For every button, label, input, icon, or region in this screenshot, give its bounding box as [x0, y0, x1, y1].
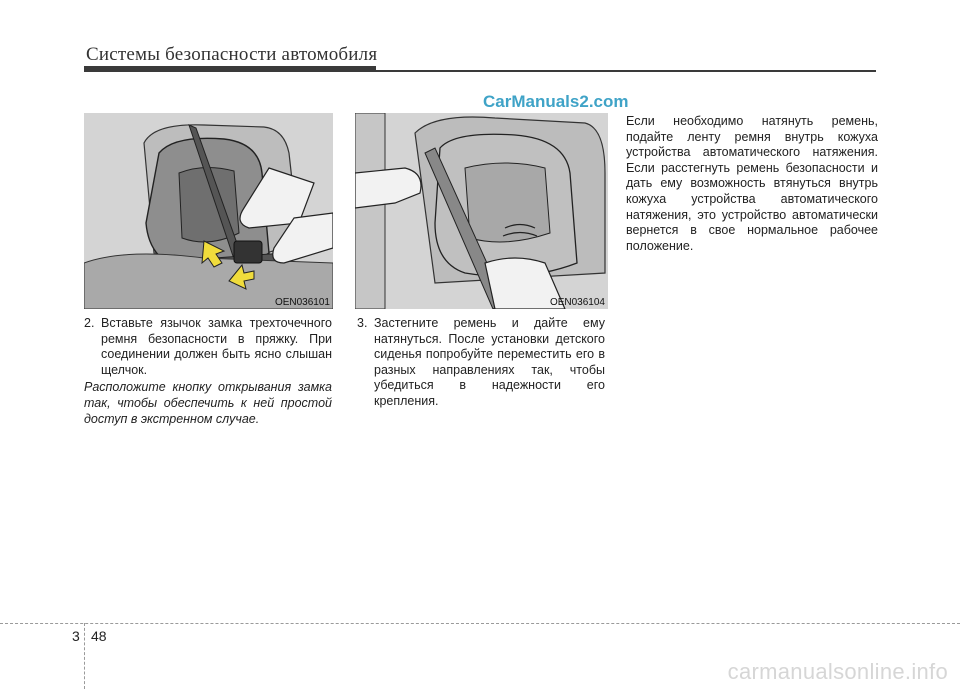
belt-tighten-illustration: [355, 113, 608, 309]
instruction-step-2: [84, 316, 332, 427]
figure-belt-tighten: [355, 113, 608, 309]
header-rule-thin: [84, 70, 876, 72]
header-title: Системы безопасности автомобиля: [86, 44, 378, 65]
step-text: Застегните ремень и дайте ему натянуться. После установки детского сиденья попробуйте переместить его в разных направлениях так, чтобы убедиться в надежности его крепления.: [374, 316, 605, 408]
step-number: 2.: [84, 316, 95, 330]
step-2-note: Расположите кнопку открывания замка так, чтобы обеспечить к ней простой доступ в экстренном случае.: [84, 380, 332, 426]
figure-buckle-insert: [84, 113, 333, 309]
step-3-item: [357, 316, 605, 410]
footer-vertical-divider: [84, 623, 85, 689]
instruction-step-3: [357, 316, 605, 410]
page-number: 48: [91, 628, 107, 644]
child-seat-buckle-illustration: [84, 113, 333, 309]
watermark-top[interactable]: CarManuals2.com: [483, 92, 629, 111]
figure-code: OEN036101: [274, 297, 330, 308]
footer-divider: [0, 623, 960, 624]
chapter-number: 3: [72, 628, 80, 644]
retractor-paragraph: Если необходимо натянуть ремень, подайте ленту ремня внутрь кожуха устройства автоматического натяжения. Если расстегнуть ремень безопасности и дать ему возможность втянуться внутрь кожуха устройства автоматического натяжения, это устройство автоматически вернется в свое нормальное рабочее положение.: [626, 114, 878, 253]
figure-code: OEN036104: [549, 297, 605, 308]
watermark-bottom[interactable]: carmanualsonline.info: [727, 659, 948, 684]
step-text: Вставьте язычок замка трехточечного ремня безопасности в пряжку. При соединении должен быть ясно слышан щелчок.: [101, 316, 332, 377]
step-2-item: [84, 316, 332, 378]
step-number: 3.: [357, 316, 368, 330]
